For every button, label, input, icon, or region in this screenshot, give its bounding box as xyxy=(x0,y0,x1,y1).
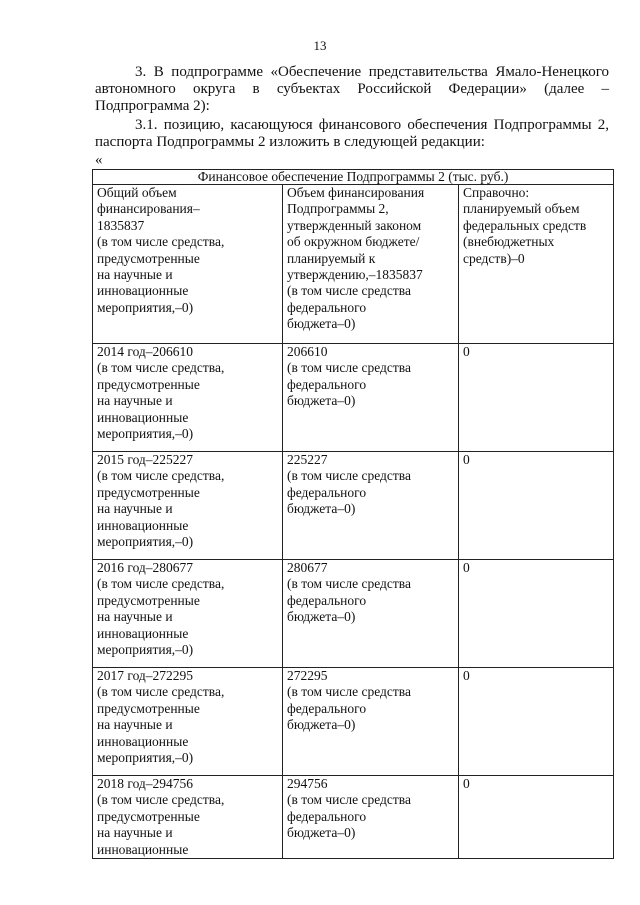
row-total-2015: 2015 год–225227 (в том числе средства, предусмотренные на научные и инновационные мероприятия,–0) xyxy=(93,452,283,560)
row-total-2014: 2014 год–206610 (в том числе средства, предусмотренные на научные и инновационные мероприятия,–0) xyxy=(93,344,283,452)
row-approved-2017: 272295 (в том числе средства федерального бюджета–0) xyxy=(283,668,459,776)
table-row xyxy=(93,668,614,776)
paragraph-financing-position: 3.1. позицию, касающуюся финансового обеспечения Подпрограммы 2, паспорта Подпрограммы 2 изложить в следующей редакции: xyxy=(95,117,609,150)
table-title: Финансовое обеспечение Подпрограммы 2 (тыс. руб.) xyxy=(93,170,614,185)
header-federal-reference: Справочно: планируемый объем федеральных средств (внебюджетных средств)–0 xyxy=(459,185,614,344)
table-row xyxy=(93,344,614,452)
header-total-financing: Общий объем финансирования– 1835837 (в том числе средства, предусмотренные на научные и инновационные мероприятия,–0) xyxy=(93,185,283,344)
table-row xyxy=(93,452,614,560)
row-approved-2016: 280677 (в том числе средства федерального бюджета–0) xyxy=(283,560,459,668)
paragraph-subprogram-2-intro: 3. В подпрограмме «Обеспечение представительства Ямало-Ненецкого автономного округа в субъектах Российской Федерации» (далее – Подпрограмма 2): xyxy=(95,64,609,114)
table-row xyxy=(93,560,614,668)
row-federal-2015: 0 xyxy=(459,452,614,560)
row-approved-2015: 225227 (в том числе средства федерального бюджета–0) xyxy=(283,452,459,560)
row-total-2017: 2017 год–272295 (в том числе средства, предусмотренные на научные и инновационные мероприятия,–0) xyxy=(93,668,283,776)
row-federal-2014: 0 xyxy=(459,344,614,452)
opening-quote-mark: « xyxy=(95,152,103,168)
row-approved-2018: 294756 (в том числе средства федерального бюджета–0) xyxy=(283,776,459,859)
row-federal-2018: 0 xyxy=(459,776,614,859)
financing-table xyxy=(92,169,614,859)
table-title-row xyxy=(93,170,614,185)
table-header-row xyxy=(93,185,614,344)
header-approved-financing: Объем финансирования Подпрограммы 2, утвержденный законом об окружном бюджете/ планируемый к утверждению,–1835837 (в том числе средства федерального бюджета–0) xyxy=(283,185,459,344)
table-row xyxy=(93,776,614,859)
page-number: 13 xyxy=(313,38,327,53)
row-federal-2016: 0 xyxy=(459,560,614,668)
row-approved-2014: 206610 (в том числе средства федерального бюджета–0) xyxy=(283,344,459,452)
row-total-2018: 2018 год–294756 (в том числе средства, предусмотренные на научные и инновационные xyxy=(93,776,283,859)
row-total-2016: 2016 год–280677 (в том числе средства, предусмотренные на научные и инновационные мероприятия,–0) xyxy=(93,560,283,668)
row-federal-2017: 0 xyxy=(459,668,614,776)
